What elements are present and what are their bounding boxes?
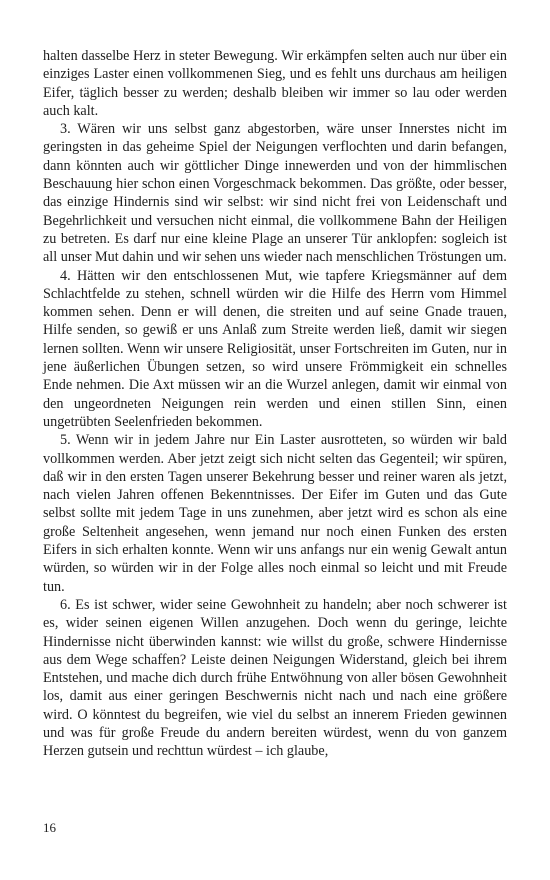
page-number: 16 <box>43 820 56 835</box>
paragraph-6: 6. Es ist schwer, wider seine Gewohnheit zu handeln; aber noch schwerer ist es, wider seinen eigenen Willen anzugehen. Doch wenn du geringe, leichte Hindernisse nicht überwinden kannst: wie willst du große, schwere Hindernisse aus dem Wege schaffen? Leiste deinen Neigungen Widerstand, gleich bei ihrem Entstehen, und mache dich durch frühe Entwöhnung von aller bösen Gewohnheit los, damit aus einer geringen Beschwernis nicht nach und nach eine größere wird. O könntest du begreifen, wie viel du selbst an innerem Frieden gewinnen und was für große Freude du andern bereiten würdest, wenn du von ganzem Herzen gutsein und rechttun würdest – ich glaube, <box>43 596 507 760</box>
paragraph-continuation: halten dasselbe Herz in steter Bewegung. Wir erkämpfen selten auch nur über ein einziges Laster einen vollkommenen Sieg, und es fehlt uns durchaus am heiligen Eifer, täglich besser zu werden; deshalb bleiben wir immer so lau oder werden auch kalt. <box>43 48 507 119</box>
paragraph-3: 3. Wären wir uns selbst ganz abgestorben, wäre unser Innerstes nicht im geringsten in das geheime Spiel der Neigungen verflochten und darin befangen, dann könnten auch wir göttlicher Dinge innewerden und von der himmlischen Beschauung hier schon einen Vorgeschmack bekommen. Das größte, oder besser, das einzige Hindernis sind wir selbst: wir sind nicht frei von Leidenschaft und Begehrlichkeit und versuchen nicht einmal, die vollkommene Bahn der Heiligen zu betreten. Es darf nur eine kleine Plage an unserer Tür anklopfen: sogleich ist all unser Mut dahin und wir sehen uns wieder nach menschlichen Tröstungen um. <box>43 121 507 266</box>
body-text <box>43 47 507 761</box>
paragraph-5: 5. Wenn wir in jedem Jahre nur Ein Laster ausrotteten, so würden wir bald vollkommen werden. Aber jetzt zeigt sich nicht selten das Gegenteil; wir spüren, daß wir in den ersten Tagen unserer Bekehrung besser und reiner waren als jetzt, nach vielen Jahren offenen Bekenntnisses. Der Eifer im Guten und das Gute selbst sollte mit jedem Tage in uns zunehmen, aber jetzt wird es schon als eine große Seltenheit angesehen, wenn jemand nur noch einen Funken des ersten Eifers in sich erhalten konnte. Wenn wir uns anfangs nur ein wenig Gewalt antun würden, so würden wir in der Folge alles noch einmal so leicht und mit Freude tun. <box>43 432 507 595</box>
paragraph-4: 4. Hätten wir den entschlossenen Mut, wie tapfere Kriegsmänner auf dem Schlachtfelde zu stehen, schnell würden wir die Hilfe des Herrn vom Himmel kommen sehen. Denn er will denen, die streiten und auf seine Gnade trauen, Hilfe senden, so gewiß er uns Anlaß zum Streite werden ließ, damit wir siegen lernen sollten. Wenn wir unsere Religiosität, unser Fortschreiten im Guten, nur in jene äußerlichen Übungen setzen, so wird unsere Frömmigkeit ein schnelles Ende nehmen. Die Axt müssen wir an die Wurzel anlegen, damit wir einmal von den ungeordneten Neigungen rein werden und einen stillen Sinn, einen ungetrübten Seelenfrieden bekommen. <box>43 267 507 430</box>
